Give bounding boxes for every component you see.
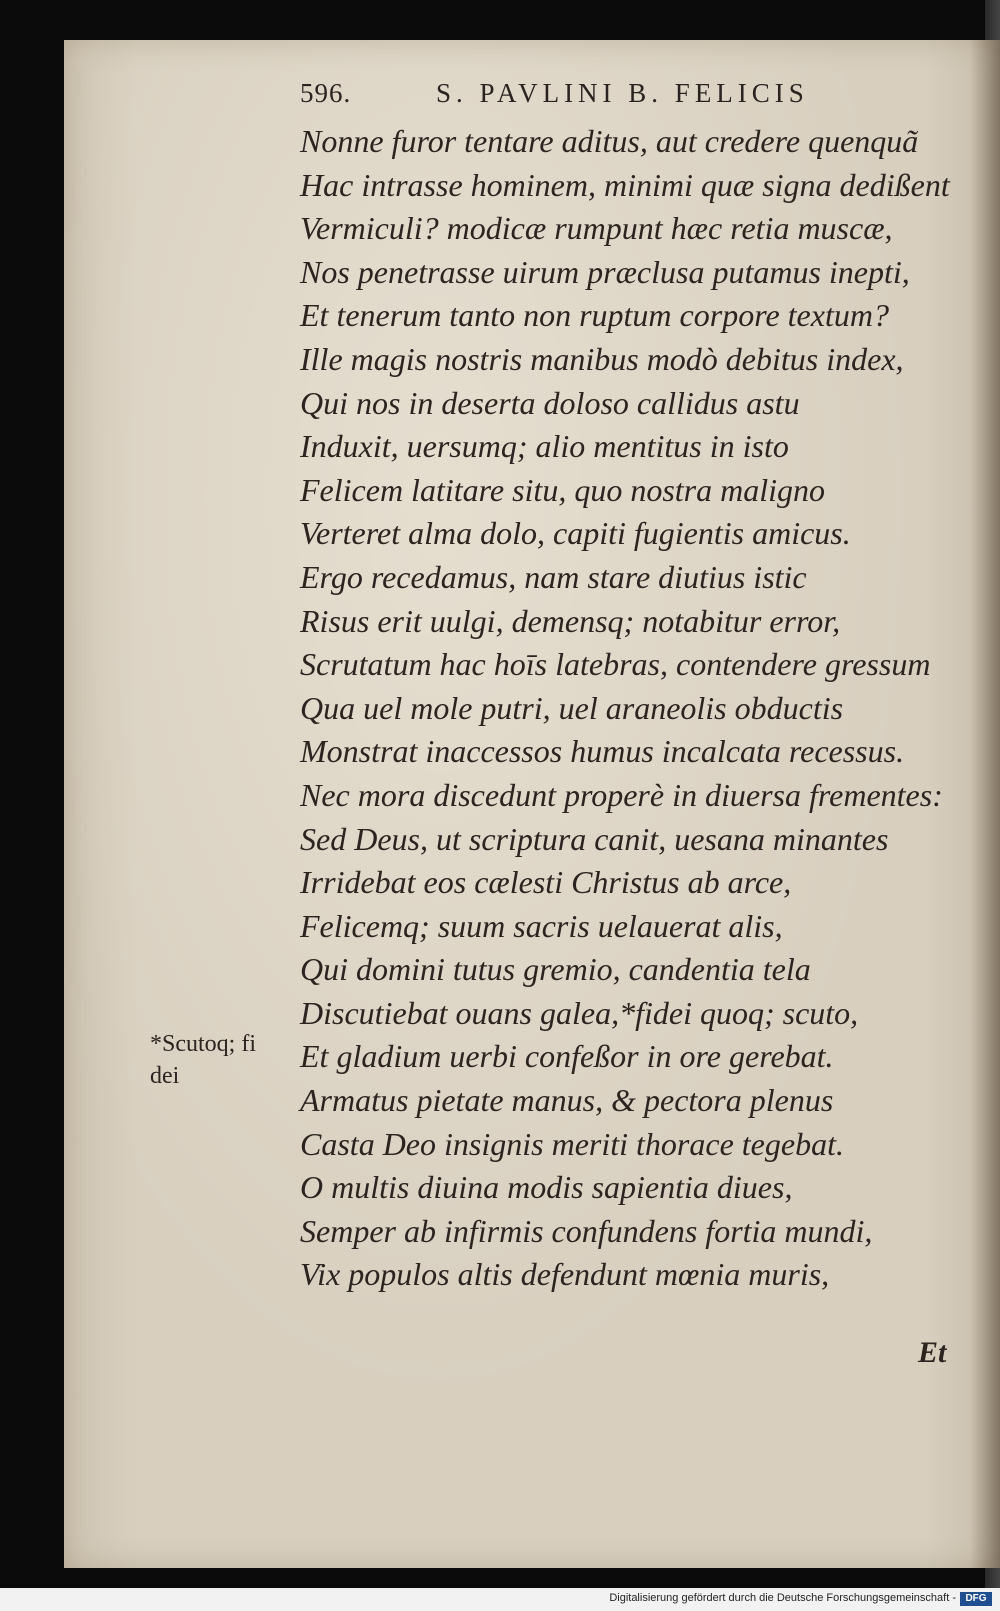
page-number: 596.	[300, 78, 352, 108]
verse-line: Qua uel mole putri, uel araneolis obductis	[300, 689, 844, 726]
verse-line: Et tenerum tanto non ruptum corpore textum?	[300, 297, 889, 334]
verse-line: Risus erit uulgi, demensq; notabitur error,	[300, 602, 841, 639]
marginal-note	[150, 1028, 300, 1092]
verse-line: Monstrat inaccessos humus incalcata recessus.	[300, 733, 905, 770]
page-header	[300, 78, 900, 118]
verse-line: Armatus pietate manus, & pectora plenus	[300, 1082, 834, 1119]
marginal-note-line: dei	[150, 1063, 180, 1089]
verse-line: Vermiculi? modicæ rumpunt hæc retia muscæ,	[300, 210, 893, 247]
verse-line: Hac intrasse hominem, minimi quæ signa dedißent	[300, 166, 950, 203]
catchword: Et	[918, 1336, 947, 1369]
verse-line: Discutiebat ouans galea,*fidei quoq; scuto,	[300, 994, 859, 1031]
running-title: S. PAVLINI B. FELICIS	[436, 78, 809, 108]
verse-text	[300, 120, 960, 1297]
verse-line: Casta Deo insignis meriti thorace tegebat.	[300, 1125, 844, 1162]
verse-line: Semper ab infirmis confundens fortia mundi,	[300, 1212, 873, 1249]
verse-line: Et gladium uerbi confeßor in ore gerebat.	[300, 1038, 834, 1075]
verse-line: Felicem latitare situ, quo nostra maligno	[300, 471, 825, 508]
verse-line: Felicemq; suum sacris uelauerat alis,	[300, 907, 783, 944]
verse-line: O multis diuina modis sapientia diues,	[300, 1169, 793, 1206]
marginal-note-line: *Scutoq; fi	[150, 1031, 256, 1057]
page-gutter	[970, 40, 1000, 1568]
verse-line: Verteret alma dolo, capiti fugientis amicus.	[300, 515, 851, 552]
verse-line: Induxit, uersumq; alio mentitus in isto	[300, 428, 789, 465]
verse-line: Vix populos altis defendunt mœnia muris,	[300, 1256, 830, 1293]
verse-line: Nec mora discedunt properè in diuersa frementes:	[300, 776, 943, 813]
verse-line: Qui domini tutus gremio, candentia tela	[300, 951, 811, 988]
verse-line: Nos penetrasse uirum præclusa putamus inepti,	[300, 253, 910, 290]
verse-line: Ergo recedamus, nam stare diutius istic	[300, 558, 807, 595]
funding-credit: Digitalisierung gefördert durch die Deutsche Forschungsgemeinschaft -	[609, 1592, 956, 1604]
dfg-logo-icon[interactable]: DFG	[960, 1592, 992, 1606]
footer-bar	[0, 1588, 1000, 1611]
verse-line: Nonne furor tentare aditus, aut credere quenquã	[300, 123, 919, 159]
verse-line: Scrutatum hac hoīs latebras, contendere gressum	[300, 646, 931, 683]
verse-line: Sed Deus, ut scriptura canit, uesana minantes	[300, 820, 889, 857]
verse-line: Qui nos in deserta doloso callidus astu	[300, 384, 800, 421]
verse-line: Ille magis nostris manibus modò debitus index,	[300, 340, 904, 377]
verse-line: Irridebat eos cælesti Christus ab arce,	[300, 864, 792, 901]
